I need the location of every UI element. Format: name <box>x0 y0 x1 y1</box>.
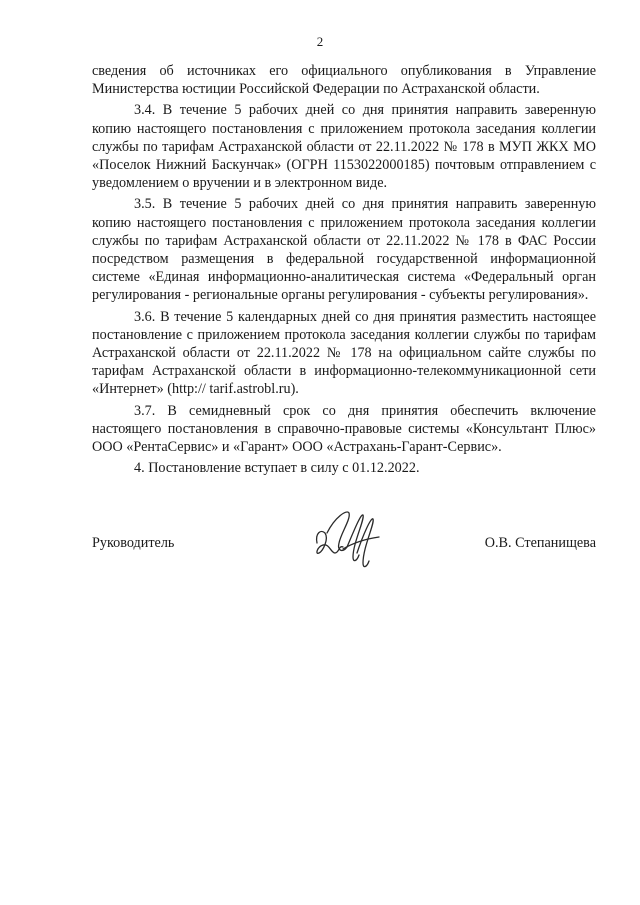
paragraph-3-7: 3.7. В семидневный срок со дня принятия обеспечить включение настоящего постановления в справочно-правовые системы «Консультант Плюс» ООО «РентаСервис» и «Гарант» ООО «Астрахань-Гарант-Сервис». <box>92 402 596 456</box>
page-number: 2 <box>316 34 324 49</box>
paragraph-3-6: 3.6. В течение 5 календарных дней со дня принятия разместить настоящее постановление с приложением протокола заседания коллегии службы по тарифам Астраханской области от 22.11.2022 № 178 на официальном сайте службы по тарифам Астраханской области в информационно-телекоммуникационной сети «Интернет» (http:// tarif.astrobl.ru). <box>92 308 596 398</box>
signatory-title: Руководитель <box>92 535 175 551</box>
document-body <box>92 62 596 480</box>
paragraph-4: 4. Постановление вступает в силу с 01.12.2022. <box>134 460 420 477</box>
signatory-name: О.В. Степанищева <box>484 535 596 551</box>
paragraph-continuation: сведения об источниках его официального опубликования в Управление Министерства юстиции Российской Федерации по Астраханской области. <box>92 63 596 98</box>
paragraph-3-4: 3.4. В течение 5 рабочих дней со дня принятия направить заверенную копию настоящего постановления с приложением протокола заседания коллегии службы по тарифам Астраханской области от 22.11.2022 № 178 в МУП ЖКХ МО «Поселок Нижний Баскунчак» (ОГРН 1153022000185) почтовым отправлением с уведомлением о вручении и в электронном виде. <box>92 102 596 192</box>
paragraph-3-5: 3.5. В течение 5 рабочих дней со дня принятия направить заверенную копию настоящего постановления с приложением протокола заседания коллегии службы по тарифам Астраханской области от 22.11.2022 № 178 в ФАС России посредством размещения в федеральной государственной информационной системе «Единая информационно-аналитическая система «Федеральный орган регулирования - региональные органы регулирования - субъекты регулирования». <box>92 196 596 304</box>
handwritten-signature-icon <box>313 503 383 573</box>
